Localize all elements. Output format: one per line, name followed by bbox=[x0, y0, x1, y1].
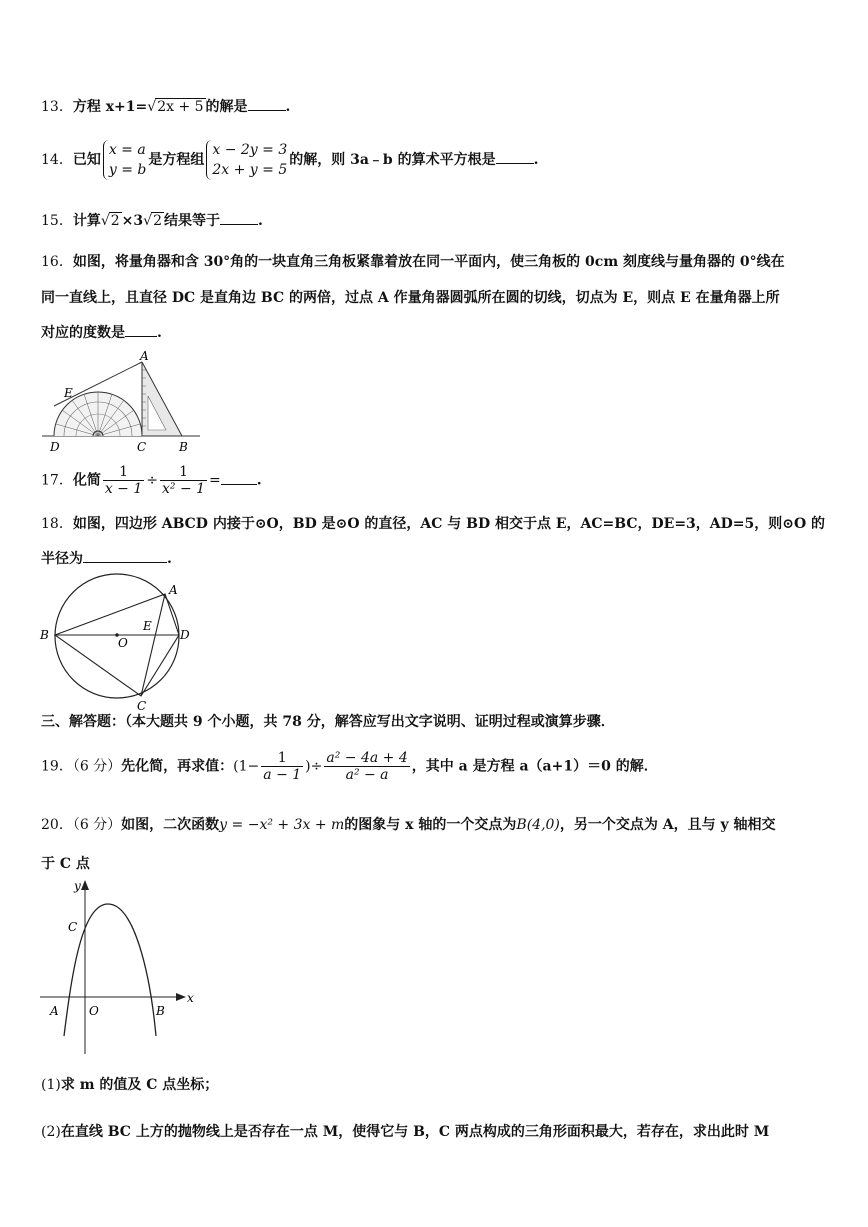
question-text: 半径为 bbox=[41, 551, 83, 567]
question-text: 的解是 bbox=[205, 99, 248, 115]
label-A: A bbox=[140, 350, 149, 363]
answer-blank[interactable] bbox=[220, 210, 258, 225]
question-text: 结果等于 bbox=[164, 213, 220, 229]
label-y: y bbox=[74, 879, 81, 893]
label-E: E bbox=[64, 386, 73, 400]
question-text: 已知 bbox=[72, 152, 101, 168]
question-text: 的解，则 3a﹣b 的算术平方根是 bbox=[289, 152, 496, 168]
radicand: 2x + 5 bbox=[157, 99, 204, 115]
question-16-line-3 bbox=[41, 322, 162, 342]
circle-quadrilateral-figure bbox=[38, 572, 198, 714]
label-D: D bbox=[180, 628, 190, 642]
question-14 bbox=[41, 140, 538, 180]
period: . bbox=[533, 152, 539, 168]
question-number: 18． bbox=[41, 516, 73, 532]
part-index: (1) bbox=[41, 1077, 61, 1093]
label-B: B bbox=[179, 440, 188, 454]
label-E: E bbox=[143, 619, 152, 633]
question-text: ，其中 a 是方程 a（a+1）＝0 的解． bbox=[411, 758, 658, 775]
question-text: 的图象与 x 轴的一个交点为 bbox=[344, 817, 517, 833]
question-text: 先化简，再求值： bbox=[121, 758, 234, 775]
question-16-line-2 bbox=[41, 287, 780, 307]
fraction: $\frac{1}{x - 1}$ bbox=[104, 464, 143, 497]
label-D: D bbox=[50, 440, 60, 454]
radicand: 2 bbox=[110, 213, 120, 229]
period: . bbox=[167, 551, 172, 567]
question-text: 对应的度数是 bbox=[41, 325, 125, 341]
question-19 bbox=[41, 750, 658, 783]
expression: )÷ bbox=[305, 758, 323, 775]
protractor-triangle-figure bbox=[42, 350, 202, 454]
question-text: 化简 bbox=[72, 472, 101, 489]
question-number: 17． bbox=[41, 472, 73, 489]
label-C: C bbox=[68, 920, 78, 934]
parabola-figure bbox=[38, 876, 203, 1058]
answer-blank[interactable] bbox=[83, 548, 167, 563]
period: . bbox=[285, 99, 291, 115]
question-17 bbox=[41, 464, 262, 497]
label-B: B bbox=[40, 628, 49, 642]
question-number: 15． bbox=[41, 213, 73, 229]
question-text: 于 C 点 bbox=[41, 856, 90, 872]
question-text: ，另一个交点为 A，且与 y 轴相交 bbox=[559, 817, 776, 833]
point-B: B(4,0) bbox=[516, 817, 560, 833]
question-text: 方程 x+1= bbox=[72, 99, 148, 115]
equation-system-solution: x = a y = b bbox=[103, 140, 147, 180]
expression: (1− bbox=[233, 758, 260, 775]
question-text: 是方程组 bbox=[148, 152, 205, 168]
period: . bbox=[157, 325, 162, 341]
question-20-line-2 bbox=[41, 853, 90, 873]
operator: ×3 bbox=[121, 213, 144, 229]
period: . bbox=[256, 472, 262, 489]
question-15: 15．计算√2 ×3√2 结果等于 . bbox=[41, 210, 263, 230]
fraction: $\frac{\text{a² − 4a + 4}}{\text{a² − a}}$ bbox=[326, 750, 408, 783]
question-text: 同一直线上，且直径 DC 是直角边 BC 的两倍，过点 A 作量角器圆弧所在圆的切线，切点为 E，则点 E 在量角器上所 bbox=[41, 290, 780, 306]
operator: = bbox=[209, 472, 221, 489]
label-O: O bbox=[89, 1004, 99, 1018]
question-20-part-2 bbox=[41, 1121, 769, 1141]
answer-blank[interactable] bbox=[125, 322, 157, 337]
question-20-part-1 bbox=[41, 1074, 218, 1094]
question-text: 如图，将量角器和含 30°角的一块直角三角板紧靠着放在同一平面内，使三角板的 0cm 刻度线与量角器的 0°线在 bbox=[72, 254, 785, 270]
question-18-line-1 bbox=[41, 513, 825, 533]
answer-blank[interactable] bbox=[221, 470, 257, 485]
fraction: $\frac{1}{\text{x² − 1}}$ bbox=[162, 464, 206, 497]
equation-system: x − 2y = 3 2x + y = 5 bbox=[206, 140, 287, 180]
question-text: 在直线 BC 上方的抛物线上是否存在一点 M，使得它与 B，C 两点构成的三角形面积最大，若存在，求出此时 M bbox=[60, 1124, 770, 1140]
function-expression: y = −x² + 3x + m bbox=[219, 817, 345, 833]
answer-blank[interactable] bbox=[496, 149, 534, 164]
radicand: 2 bbox=[153, 213, 162, 229]
label-B: B bbox=[156, 1004, 165, 1018]
operator: ÷ bbox=[146, 472, 158, 489]
fraction: $\frac{1}{a - 1}$ bbox=[263, 750, 302, 783]
question-20-line-1 bbox=[41, 814, 776, 834]
question-18-line-2 bbox=[41, 548, 172, 568]
label-C: C bbox=[137, 440, 147, 454]
question-number: 19．（6 分） bbox=[41, 758, 122, 775]
label-A: A bbox=[50, 1004, 59, 1018]
label-x: x bbox=[187, 991, 194, 1005]
answer-blank[interactable] bbox=[248, 96, 286, 111]
label-C: C bbox=[137, 699, 147, 713]
question-number: 13． bbox=[41, 99, 73, 115]
question-text: 如图，二次函数 bbox=[121, 817, 220, 833]
section-heading: 三、解答题：（本大题共 9 个小题，共 78 分，解答应写出文字说明、证明过程或演算步骤． bbox=[41, 714, 615, 730]
part-index: (2) bbox=[41, 1124, 61, 1140]
question-number: 20．（6 分） bbox=[41, 817, 122, 833]
question-16-line-1 bbox=[41, 251, 785, 271]
period: . bbox=[258, 213, 263, 229]
label-O: O bbox=[118, 636, 128, 650]
question-number: 16． bbox=[41, 254, 73, 270]
label-A: A bbox=[169, 583, 178, 597]
question-text: 计算 bbox=[72, 213, 101, 229]
question-13: 13．方程 x+1=√2x + 5 的解是 . bbox=[41, 96, 290, 116]
question-number: 14． bbox=[41, 152, 73, 168]
question-text: 如图，四边形 ABCD 内接于⊙O，BD 是⊙O 的直径，AC 与 BD 相交于点 E，AC=BC，DE=3，AD=5，则⊙O 的 bbox=[72, 516, 826, 532]
question-text: 求 m 的值及 C 点坐标； bbox=[60, 1077, 219, 1093]
